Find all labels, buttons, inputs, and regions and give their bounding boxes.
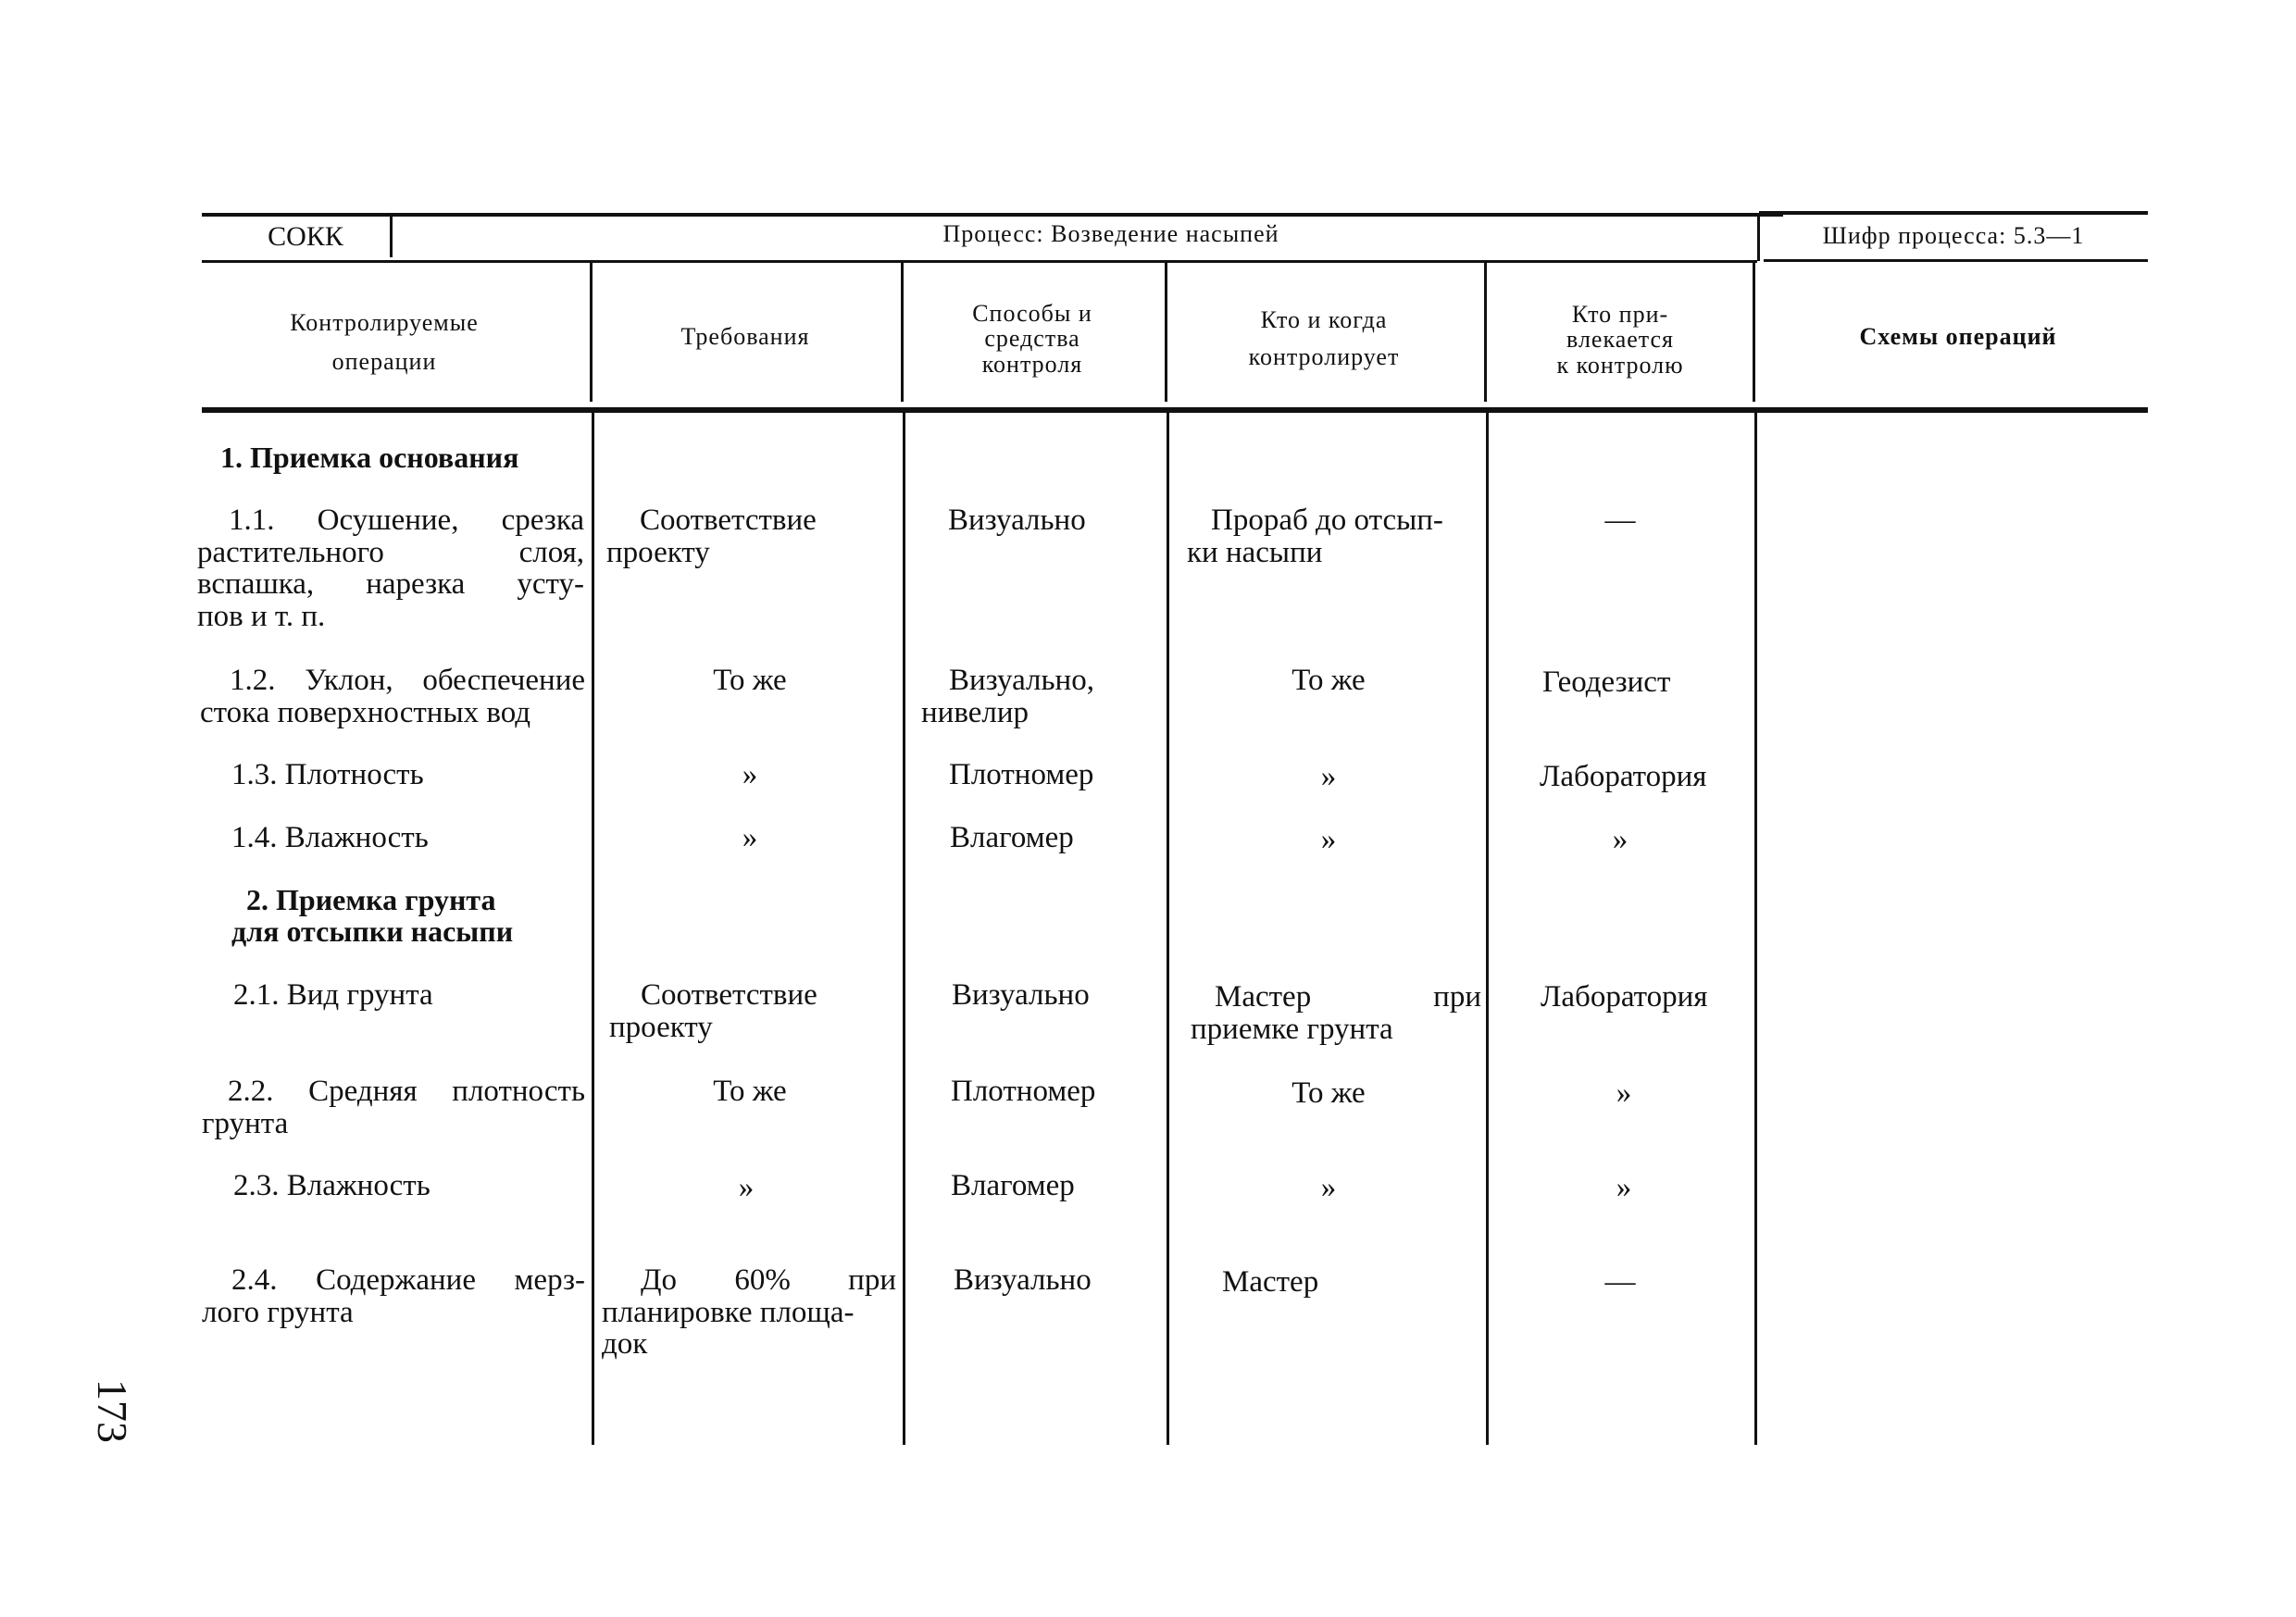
section-2-title-l2: для отсыпки насыпи: [231, 914, 514, 948]
row-2-2-method: Плотномер: [951, 1075, 1096, 1108]
req-line: проекту: [606, 535, 710, 569]
op-line: 1.2. Уклон, обеспечение: [230, 664, 585, 697]
header-involved: [1495, 302, 1745, 378]
row-1-3-who: »: [1320, 760, 1337, 793]
top-bar-divider-right: [1757, 217, 1760, 261]
process-code: Шифр процесса: 5.3—1: [1822, 222, 2085, 249]
top-bar-divider: [390, 217, 393, 257]
row-1-1-operation: [197, 504, 584, 633]
row-2-2-operation: [202, 1076, 585, 1139]
row-1-1-method: Визуально: [948, 504, 1086, 537]
who-line: Прораб до отсып-: [1211, 504, 1443, 537]
op-line: лого грунта: [202, 1295, 354, 1329]
row-2-4-operation: [202, 1264, 585, 1328]
header-col-line-5: [1753, 263, 1755, 402]
body-col-line-3: [1167, 413, 1169, 1445]
body-col-line-4: [1486, 413, 1489, 1445]
op-line: 1.1. Осушение, срезка: [229, 504, 584, 537]
header-col-line-4: [1484, 263, 1487, 402]
row-1-3-method: Плотномер: [949, 758, 1094, 791]
row-1-4-who: »: [1320, 823, 1337, 856]
header-involved-l2: влекается: [1566, 326, 1674, 354]
row-2-1-operation: 2.1. Вид грунта: [233, 978, 433, 1012]
page-number: 173: [89, 1379, 136, 1443]
header-who-when-l2: контролирует: [1248, 343, 1400, 371]
header-operations: [231, 304, 537, 380]
method-line: Визуально,: [949, 664, 1094, 697]
who-line: приемке грунта: [1191, 1012, 1393, 1046]
op-line: вспашка, нарезка усту-: [197, 567, 584, 602]
row-2-2-requirement: То же: [713, 1075, 787, 1108]
header-methods-l2: средства: [984, 325, 1080, 353]
process-title: Процесс: Возведение насыпей: [942, 220, 1279, 247]
row-2-2-who: То же: [1292, 1076, 1366, 1110]
who-line: Мастер при: [1215, 980, 1481, 1014]
header-involved-l3: к контролю: [1556, 351, 1684, 379]
header-schemes: Схемы операций: [1859, 323, 2057, 350]
header-col-line-3: [1165, 263, 1167, 402]
row-2-4-requirement: [602, 1264, 896, 1361]
header-methods: [907, 301, 1157, 377]
row-1-4-method: Влагомер: [950, 821, 1074, 854]
row-1-3-operation: 1.3. Плотность: [231, 758, 424, 791]
row-2-2-involved: »: [1616, 1076, 1632, 1110]
row-2-4-involved: —: [1604, 1265, 1636, 1299]
req-line: планировке площа-: [602, 1295, 855, 1329]
row-1-2-method: [921, 665, 1162, 728]
op-line: растительного слоя,: [197, 535, 584, 569]
row-1-3-involved: Лаборатория: [1540, 760, 1707, 793]
row-2-3-who: »: [1320, 1171, 1337, 1204]
op-line: стока поверхностных вод: [200, 695, 531, 729]
op-line: пов и т. п.: [197, 599, 326, 633]
who-line: ки насыпи: [1187, 535, 1323, 569]
row-2-1-who: [1191, 981, 1481, 1045]
sokk-label: СОКК: [268, 221, 343, 252]
section-2-title-l1: 2. Приемка грунта: [246, 883, 496, 916]
header-col-line-1: [590, 263, 593, 402]
row-1-3-requirement: »: [742, 758, 758, 791]
body-col-line-2: [903, 413, 905, 1445]
row-1-2-who: То же: [1292, 664, 1366, 697]
header-methods-l1: Способы и: [972, 300, 1092, 327]
op-line: грунта: [202, 1106, 289, 1140]
top-rule: [202, 213, 1783, 217]
row-2-4-method: Визуально: [954, 1263, 1092, 1297]
row-2-1-involved: Лаборатория: [1541, 980, 1708, 1014]
req-line: До 60% при: [641, 1263, 896, 1297]
row-1-4-involved: »: [1612, 823, 1628, 856]
section-2-title: [231, 885, 583, 947]
body-col-line-1: [592, 413, 594, 1445]
row-2-1-method: Визуально: [952, 978, 1090, 1012]
req-line: проекту: [609, 1010, 713, 1044]
section-1-title: 1. Приемка основания: [220, 441, 519, 474]
row-2-3-involved: »: [1616, 1171, 1632, 1204]
row-2-1-requirement: [609, 979, 896, 1043]
method-line: нивелир: [921, 695, 1029, 729]
body-col-line-5: [1754, 413, 1757, 1445]
row-1-2-requirement: То же: [713, 664, 787, 697]
header-who-when-l1: Кто и когда: [1260, 306, 1388, 333]
top-rule-right: [1759, 211, 2148, 215]
thick-header-bottom-rule: [202, 407, 2148, 413]
op-line: 2.4. Содержание мерз-: [231, 1263, 585, 1297]
header-rule: [202, 260, 1757, 263]
row-1-1-involved: —: [1604, 504, 1636, 537]
row-2-3-method: Влагомер: [951, 1169, 1075, 1202]
row-1-1-requirement: [606, 504, 893, 568]
row-1-2-involved: Геодезист: [1542, 665, 1671, 699]
op-line: 2.2. Средняя плотность: [228, 1075, 585, 1108]
req-line: док: [602, 1327, 648, 1362]
row-1-1-who: [1187, 504, 1483, 568]
header-who-when: [1180, 302, 1467, 377]
header-rule-right: [1764, 259, 2148, 262]
header-involved-l1: Кто при-: [1571, 301, 1669, 328]
row-2-4-who: Мастер: [1222, 1265, 1319, 1299]
row-1-4-operation: 1.4. Влажность: [231, 821, 429, 854]
header-operations-l1: Контролируемые: [290, 309, 479, 336]
header-col-line-2: [901, 263, 904, 402]
header-methods-l3: контроля: [981, 350, 1083, 378]
header-requirements: Требования: [680, 323, 810, 350]
req-line: Соответствие: [641, 978, 817, 1012]
req-line: Соответствие: [640, 504, 817, 537]
header-operations-l2: операции: [331, 347, 437, 375]
row-1-2-operation: [200, 665, 585, 728]
row-2-3-operation: 2.3. Влажность: [233, 1169, 430, 1202]
row-1-4-requirement: »: [742, 821, 758, 854]
row-2-3-requirement: »: [738, 1171, 755, 1204]
